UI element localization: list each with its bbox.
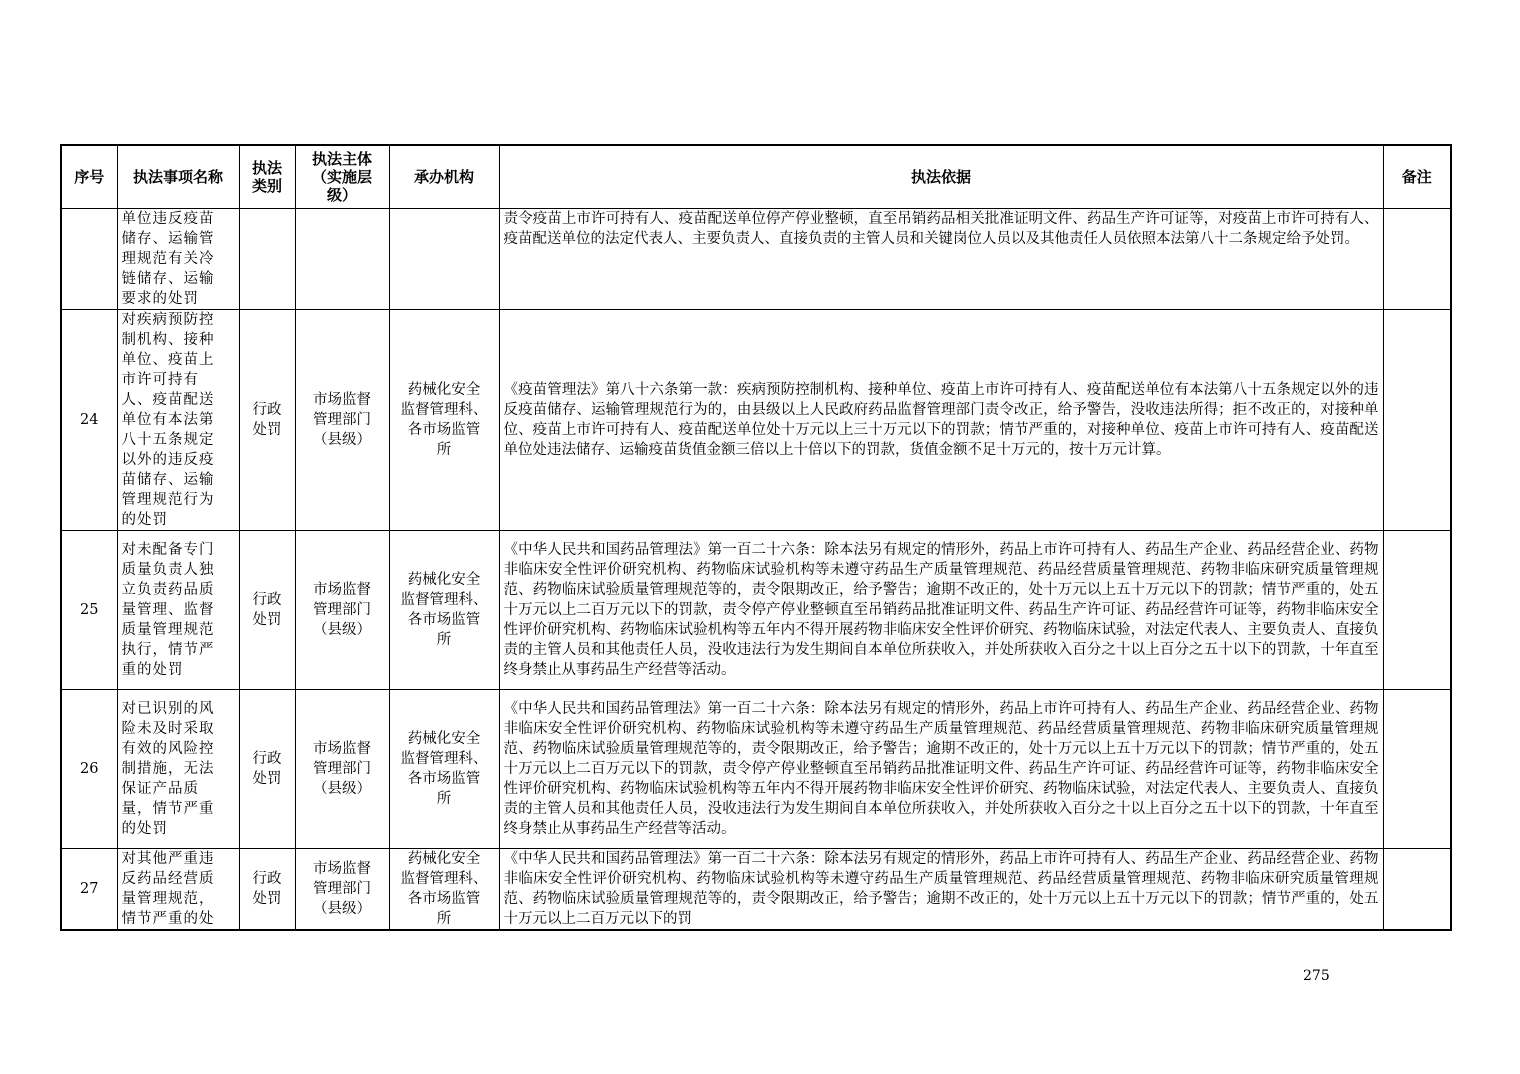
row-subject: 市场监督 管理部门 （县级） (295, 531, 389, 690)
page-number: 275 (1303, 968, 1330, 984)
row-basis: 《中华人民共和国药品管理法》第一百二十六条：除本法另有规定的情形外，药品上市许可持有人、药品生产企业、药品经营企业、药物非临床安全性评价研究机构、药物临床试验机构等未遵守药品生产质量管理规范、药品经营质量管理规范、药物非临床研究质量管理规范、药物临床试验质量管理规范等的，责令限期改正，给予警告；逾期不改正的，处十万元以上五十万元以下的罚款；情节严重的，处五十万元以上二百万元以下的罚 (499, 849, 1383, 931)
row-office: 药械化安全 监督管理科、 各市场监管 所 (389, 531, 499, 690)
row-seq: 24 (61, 310, 117, 531)
header-remark: 备注 (1383, 145, 1451, 209)
table-row (61, 849, 1451, 931)
row-basis: 《疫苗管理法》第八十六条第一款：疾病预防控制机构、接种单位、疫苗上市许可持有人、疫苗配送单位有本法第八十五条规定以外的违反疫苗储存、运输管理规范行为的，由县级以上人民政府药品监督管理部门责令改正，给予警告，没收违法所得；拒不改正的，对接种单位、疫苗上市许可持有人、疫苗配送单位处十万元以上三十万元以下的罚款；情节严重的，对接种单位、疫苗上市许可持有人、疫苗配送单位处违法储存、运输疫苗货值金额三倍以上十倍以下的罚款，货值金额不足十万元的，按十万元计算。 (499, 310, 1383, 531)
row-office (389, 209, 499, 310)
header-subject: 执法主体 （实施层 级） (295, 145, 389, 209)
row-item-name: 单位违反疫苗 储存、运输管 理规范有关冷 链储存、运输 要求的处罚 (117, 209, 239, 310)
row-category: 行政 处罚 (239, 531, 295, 690)
header-basis: 执法依据 (499, 145, 1383, 209)
row-category: 行政 处罚 (239, 310, 295, 531)
row-subject: 市场监督 管理部门 （县级） (295, 690, 389, 849)
law-enforcement-table (60, 144, 1452, 931)
row-remark (1383, 209, 1451, 310)
row-basis: 《中华人民共和国药品管理法》第一百二十六条：除本法另有规定的情形外，药品上市许可持有人、药品生产企业、药品经营企业、药物非临床安全性评价研究机构、药物临床试验机构等未遵守药品生产质量管理规范、药品经营质量管理规范、药物非临床研究质量管理规范、药物临床试验质量管理规范等的，责令限期改正，给予警告；逾期不改正的，处十万元以上五十万元以下的罚款；情节严重的，处五十万元以上二百万元以下的罚款，责令停产停业整顿直至吊销药品批准证明文件、药品生产许可证、药品经营许可证等，药物非临床安全性评价研究机构、药物临床试验机构等五年内不得开展药物非临床安全性评价研究、药物临床试验，对法定代表人、主要负责人、直接负责的主管人员和其他责任人员，没收违法行为发生期间自本单位所获收入，并处所获收入百分之十以上百分之五十以下的罚款，十年直至终身禁止从事药品生产经营等活动。 (499, 690, 1383, 849)
row-office: 药械化安全 监督管理科、 各市场监管 所 (389, 849, 499, 931)
row-basis: 责令疫苗上市许可持有人、疫苗配送单位停产停业整顿，直至吊销药品相关批准证明文件、药品生产许可证等，对疫苗上市许可持有人、疫苗配送单位的法定代表人、主要负责人、直接负责的主管人员和关键岗位人员以及其他责任人员依照本法第八十二条规定给予处罚。 (499, 209, 1383, 310)
row-office: 药械化安全 监督管理科、 各市场监管 所 (389, 690, 499, 849)
header-category: 执法 类别 (239, 145, 295, 209)
row-seq: 27 (61, 849, 117, 931)
row-category: 行政 处罚 (239, 690, 295, 849)
row-office: 药械化安全 监督管理科、 各市场监管 所 (389, 310, 499, 531)
table-header-row (61, 145, 1451, 209)
row-seq (61, 209, 117, 310)
row-subject: 市场监督 管理部门 （县级） (295, 310, 389, 531)
row-category (239, 209, 295, 310)
row-remark (1383, 849, 1451, 931)
row-subject: 市场监督 管理部门 （县级） (295, 849, 389, 931)
row-subject (295, 209, 389, 310)
row-item-name: 对未配备专门 质量负责人独 立负责药品质 量管理、监督 质量管理规范 执行，情节严 重的处罚 (117, 531, 239, 690)
row-remark (1383, 310, 1451, 531)
row-basis: 《中华人民共和国药品管理法》第一百二十六条：除本法另有规定的情形外，药品上市许可持有人、药品生产企业、药品经营企业、药物非临床安全性评价研究机构、药物临床试验机构等未遵守药品生产质量管理规范、药品经营质量管理规范、药物非临床研究质量管理规范、药物临床试验质量管理规范等的，责令限期改正，给予警告；逾期不改正的，处十万元以上五十万元以下的罚款；情节严重的，处五十万元以上二百万元以下的罚款，责令停产停业整顿直至吊销药品批准证明文件、药品生产许可证、药品经营许可证等，药物非临床安全性评价研究机构、药物临床试验机构等五年内不得开展药物非临床安全性评价研究、药物临床试验，对法定代表人、主要负责人、直接负责的主管人员和其他责任人员，没收违法行为发生期间自本单位所获收入，并处所获收入百分之十以上百分之五十以下的罚款，十年直至终身禁止从事药品生产经营等活动。 (499, 531, 1383, 690)
row-item-name: 对已识别的风 险未及时采取 有效的风险控 制措施，无法 保证产品质 量，情节严重 的处罚 (117, 690, 239, 849)
row-remark (1383, 531, 1451, 690)
row-item-name: 对其他严重违 反药品经营质 量管理规范， 情节严重的处 (117, 849, 239, 931)
row-category: 行政 处罚 (239, 849, 295, 931)
header-office: 承办机构 (389, 145, 499, 209)
row-seq: 26 (61, 690, 117, 849)
table-row (61, 209, 1451, 310)
row-seq: 25 (61, 531, 117, 690)
header-item-name: 执法事项名称 (117, 145, 239, 209)
header-seq: 序号 (61, 145, 117, 209)
row-item-name: 对疾病预防控 制机构、接种 单位、疫苗上 市许可持有 人、疫苗配送 单位有本法第 八十五条规定 以外的违反疫 苗储存、运输 管理规范行为 的处罚 (117, 310, 239, 531)
row-remark (1383, 690, 1451, 849)
table-row (61, 531, 1451, 690)
table-row (61, 310, 1451, 531)
table-row (61, 690, 1451, 849)
